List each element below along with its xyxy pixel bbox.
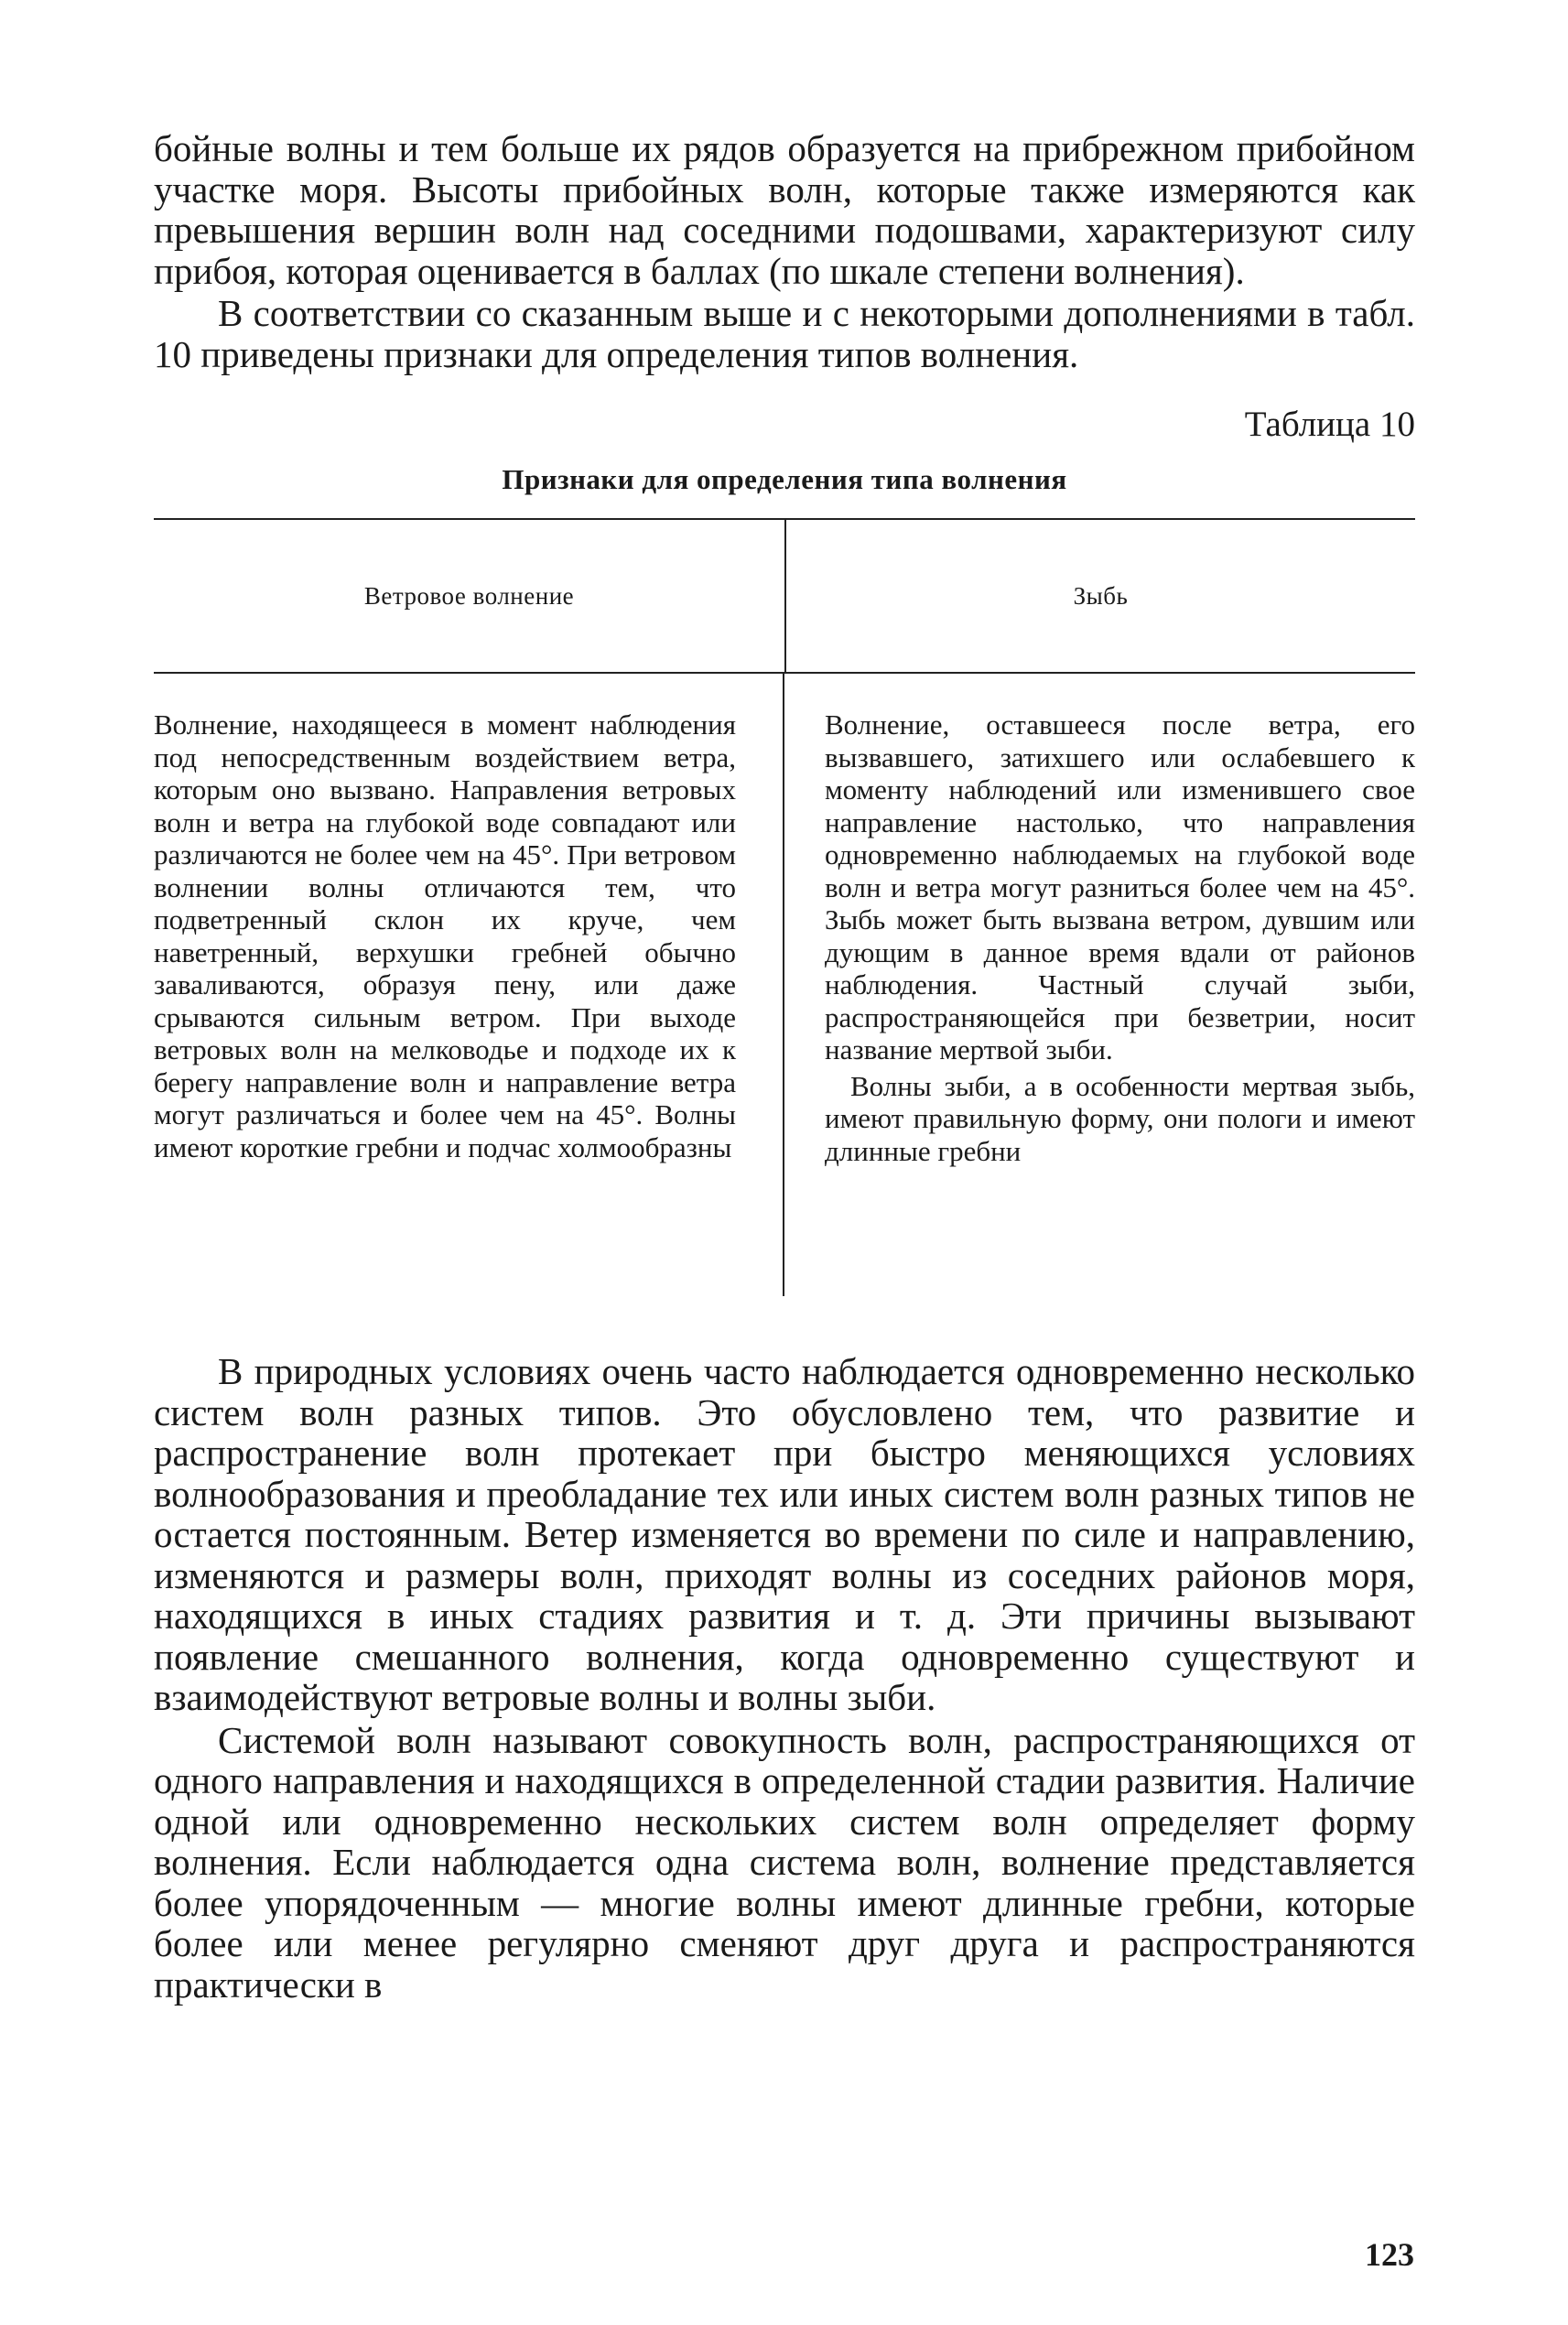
waves-table [154,518,1415,1296]
table-title: Признаки для определения типа волнения [502,463,1067,495]
table-label: Таблица 10 [1244,405,1415,444]
header-wind-waves: Ветровое волнение [154,520,786,672]
header-swell: Зыбь [1073,581,1129,610]
page-content [154,128,1415,2005]
lower-paragraph-2: Системой волн называют совокупность волн, распространяющихся от одного направления и находящихся в определенной стадии развития. Наличие одной или одновременно нескольких систем волн определяет форму волнения. Если наблюдается одна система волн, волнение представляется более упорядоченным — многие волны имеют длинные гребни, которые более или менее регулярно сменяют друг друга и распространяются практически в [154,1718,1415,2006]
wind-waves-description: Волнение, находящееся в момент наблюдения под непосредственным воздействием ветра, которым оно вызвано. Направления ветровых волн и ветра на глубокой воде совпадают или различаются не более чем на 45°. При ветровом волнении волны отличаются тем, что подветренный склон их круче, чем наветренный, верхушки гребней обычно заваливаются, образуя пену, или даже срываются сильным ветром. При выходе ветровых волн на мелководье и подходе их к берегу направление волн и направление ветра могут различаться и более чем на 45°. Волны имеют короткие гребни и подчас холмообразны [154,708,736,1163]
table-body [154,674,1415,1296]
cell-swell [784,708,1415,1296]
dead-swell-description: Волны зыби, а в особенности мертвая зыбь, имеют правильную форму, они пологи и имеют длинные гребни [825,1069,1415,1167]
intro-paragraph-2: В соответствии со сказанным выше и с некоторыми дополнениями в табл. 10 приведены признаки для определения типов волнения. [154,292,1415,375]
intro-paragraph-1: бойные волны и тем больше их рядов образуется на прибрежном прибойном участке моря. Высоты прибойных волн, которые также измеряются как превышения вершин волн над соседними подошвами, характеризуют силу прибоя, которая оценивается в баллах (по шкале степени волнения). [154,127,1415,292]
intro-text [154,128,1415,374]
page-number: 123 [1365,2236,1414,2273]
table-header [154,520,1415,672]
lower-text [154,1351,1415,2005]
swell-description: Волнение, оставшееся после ветра, его вызвавшего, затихшего или ослабевшего к моменту наблюдений или изменившего свое направление настолько, что направления одновременно наблюдаемых на глубокой воде волн и ветра могут разниться более чем на 45°. Зыбь может быть вызвана ветром, дувшим или дующим в данное время вдали от районов наблюдения. Частный случай зыби, распространяющейся при безветрии, носит название мертвой зыби. [825,708,1415,1065]
cell-wind-waves [154,674,784,1296]
lower-paragraph-1: В природных условиях очень часто наблюдается одновременно несколько систем волн разных типов. Это обусловлено тем, что развитие и распространение волн протекает при быстро меняющихся условиях волнообразования и преобладание тех или иных систем волн разных типов не остается постоянным. Ветер изменяется во времени по силе и направлению, изменяются и размеры волн, приходят волны из соседних районов моря, находящихся в иных стадиях развития и т. д. Эти причины вызывают появление смешанного волнения, когда одновременно существуют и взаимодействуют ветровые волны и волны зыби. [154,1350,1415,1718]
